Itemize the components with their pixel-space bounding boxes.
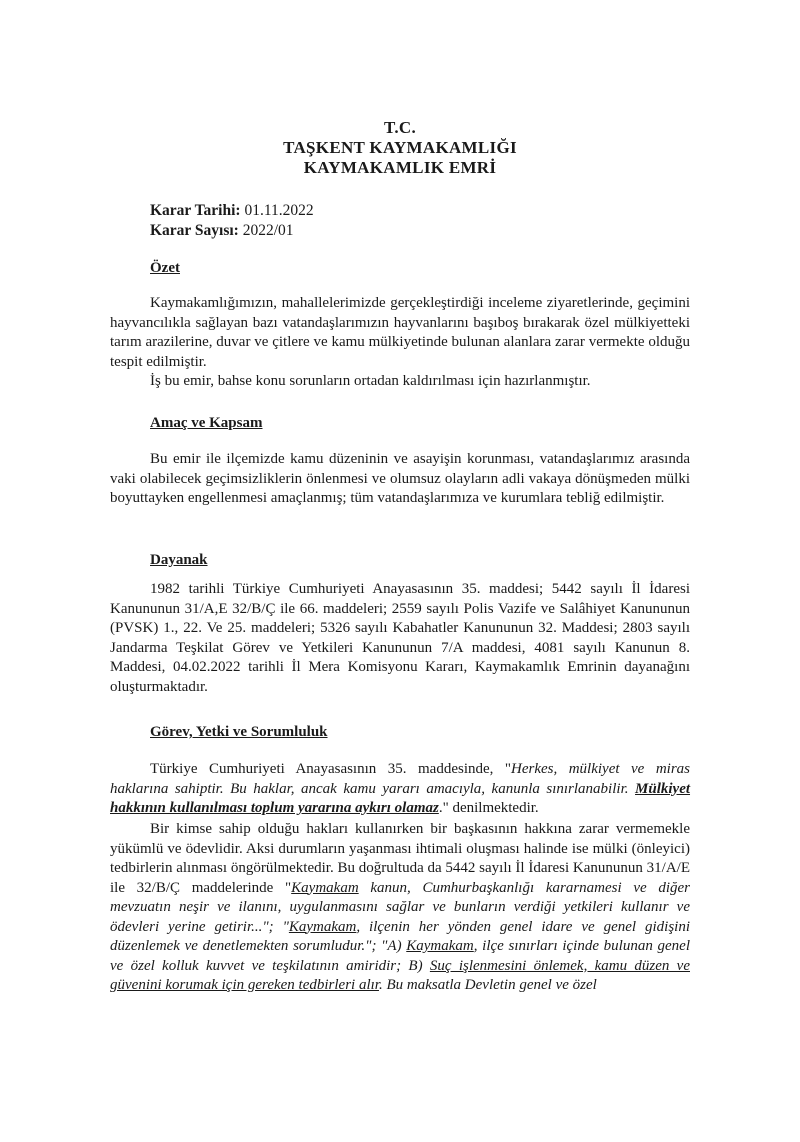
decision-number-value: 2022/01	[242, 222, 294, 239]
decision-date	[150, 201, 314, 221]
kaymakam-term-3: Kaymakam	[406, 938, 474, 954]
law-quote-emphasis: Suç işlenmesini önlemek, kamu düzen ve güvenini korumak için gereken tedbirleri alır	[110, 957, 690, 993]
gorev-p1-outro: ." denilmektedir.	[438, 800, 539, 816]
constitution-quote-emphasis: Mülkiyet hakkının kullanılması toplum yararına aykırı olamaz	[110, 780, 691, 816]
section-heading-ozet: Özet	[150, 260, 180, 276]
decision-date-label: Karar Tarihi:	[150, 202, 241, 219]
law-quote-2: , ilçenin her yönden genel idare ve genel gidişini düzenlemek ve denetlemekten sorumludur."; "A)	[110, 918, 690, 954]
law-quote-3: , ilçe sınırları içinde bulunan genel ve özel kolluk kuvvet ve teşkilatının amiridir; B)	[110, 938, 690, 974]
header-document-type: KAYMAKAMLIK EMRİ	[303, 158, 497, 177]
gorev-p1-intro: Türkiye Cumhuriyeti Anayasasının 35. maddesinde, "	[150, 761, 511, 777]
decision-meta	[150, 201, 314, 241]
law-quote-1: kanun, Cumhurbaşkanlığı kararnamesi ve diğer mevzuatın neşir ve ilanını, uygulanmasını sağlar ve bunların verdiği yetkileri kullanır ve ödevleri yerine getirir..."; "	[110, 879, 691, 935]
constitution-quote: Herkes, mülkiyet ve miras haklarına sahiptir. Bu haklar, ancak kamu yararı amacıyla, kanunla sınırlanabilir.	[110, 761, 690, 797]
kaymakam-term-1: Kaymakam	[291, 879, 359, 896]
section-heading-dayanak: Dayanak	[150, 552, 208, 568]
header-tc: T.C.	[383, 118, 417, 137]
decision-number	[150, 221, 314, 241]
amac-paragraph: Bu emir ile ilçemizde kamu düzeninin ve asayişin korunması, vatandaşlarımız arasında vaki olabilecek geçimsizliklerin önlenmesi ve olumsuz olayların adli vakaya dönüşmeden mülki boyuttayken engellenmesi amaçlanmış; tüm vatandaşlarımıza ve kurumlara tebliğ edilmiştir.	[110, 451, 690, 506]
header-institution: TAŞKENT KAYMAKAMLIĞI	[283, 138, 517, 157]
decision-number-label: Karar Sayısı:	[150, 222, 239, 239]
section-heading-amac: Amaç ve Kapsam	[150, 415, 263, 431]
gorev-paragraph-1	[110, 760, 690, 819]
law-quote-end: . Bu maksatla Devletin genel ve özel	[378, 977, 597, 993]
gorev-paragraph-2	[110, 820, 690, 996]
dayanak-paragraph: 1982 tarihli Türkiye Cumhuriyeti Anayasasının 35. maddesi; 5442 sayılı İl İdaresi Kanununun 31/A,E 32/B/Ç ile 66. maddeleri; 2559 sayılı Polis Vazife ve Salâhiyet Kanununun (PVSK) 1., 22. Ve 25. maddeleri; 5326 sayılı Kabahatler Kanununun 32. Maddesi; 2803 sayılı Jandarma Teşkilat Görev ve Yetkileri Kanununun 7/A maddesi, 4081 sayılı Kanunun 8. Maddesi, 04.02.2022 tarihli İl Mera Komisyonu Kararı, Kaymakamlık Emrinin dayanağını oluşturmaktadır.	[110, 581, 690, 695]
kaymakam-term-2: Kaymakam	[288, 918, 357, 935]
ozet-paragraph-1: Kaymakamlığımızın, mahallelerimizde gerçekleştirdiği inceleme ziyaretlerinde, geçimini hayvancılıkla sağlayan bazı vatandaşlarımızın hayvanlarını başıboş bırakarak özel mülkiyetteki tarım arazilerine, duvar ve çitlere ve kamu mülkiyetinde bulunan alanlara zarar vermekte olduğu tespit edilmiştir.	[110, 295, 690, 370]
section-heading-gorev: Görev, Yetki ve Sorumluluk	[150, 724, 328, 740]
document-header	[0, 118, 800, 178]
gorev-p2-text: Bir kimse sahip olduğu hakları kullanırken bir başkasının hakkına zarar vermemekle yükümlü ve ödevlidir. Aksi durumların yaşanması ihtimali oluşması halinde ise mülki (önleyici) tedbirlerin alınması öngörülmektedir. Bu doğrultuda da 5442 sayılı İl İdaresi Kanununun 31/A/E ile 32/B/Ç maddelerinde "	[110, 821, 690, 896]
decision-date-value: 01.11.2022	[244, 202, 314, 219]
ozet-paragraph-2: İş bu emir, bahse konu sorunların ortadan kaldırılması için hazırlanmıştır.	[150, 373, 591, 389]
